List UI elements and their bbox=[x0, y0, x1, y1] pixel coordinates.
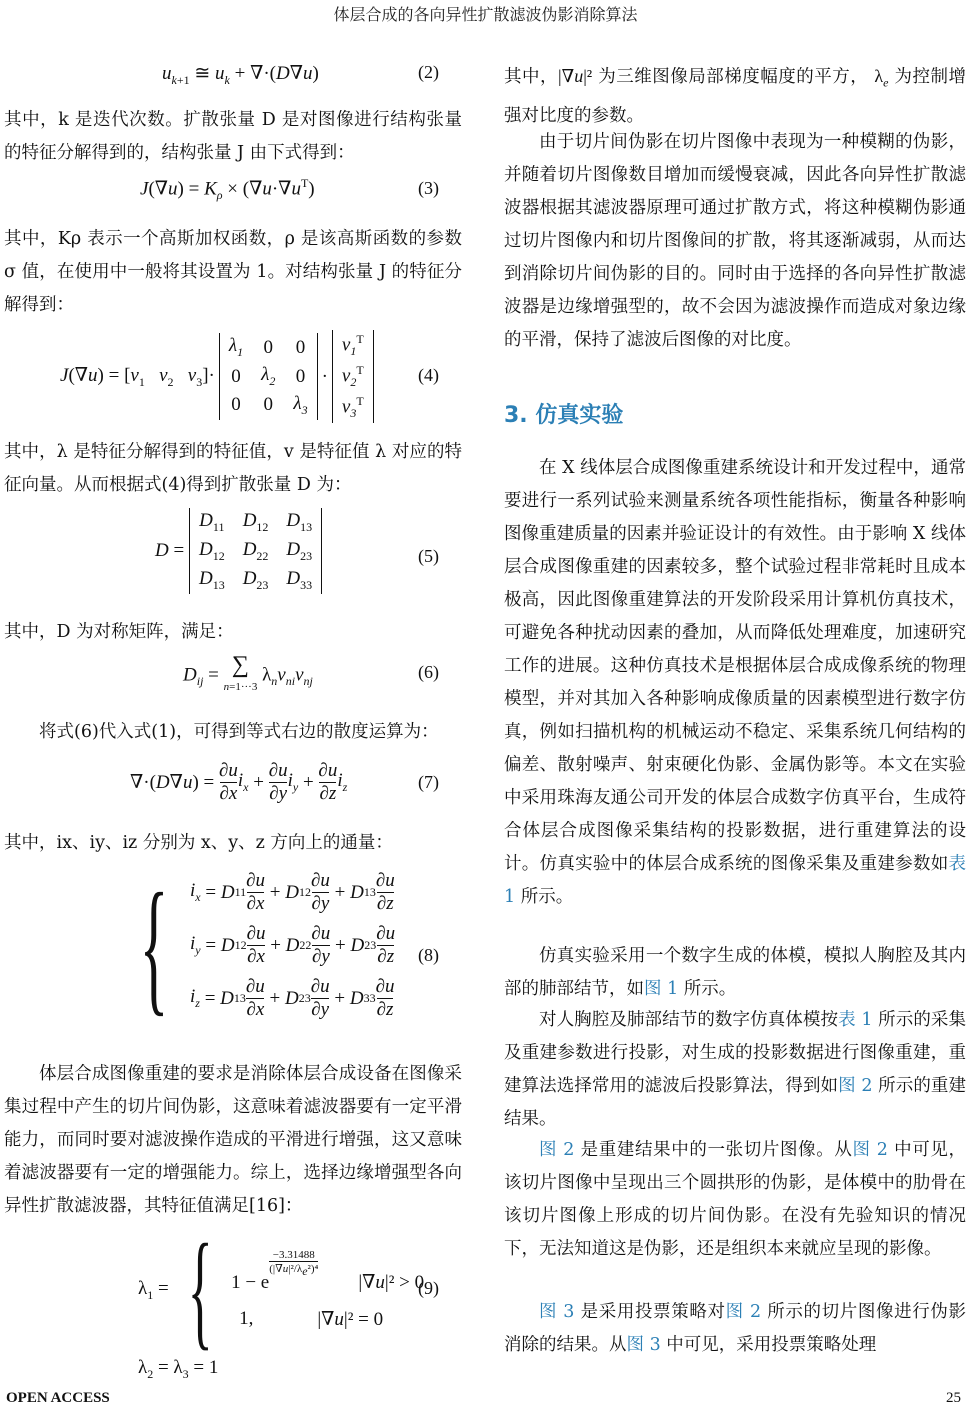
paragraph: 其中，λ 是特征分解得到的特征值，v 是特征值 λ 对应的特征向量。从而根据式(4)得到扩散张量 D 为： bbox=[4, 442, 462, 495]
paragraph: 其中，Kρ 表示一个高斯加权函数，ρ 是该高斯函数的参数 σ 值，在使用中一般将其设置为 1。对结构张量 J 的特征分解得到： bbox=[4, 229, 462, 315]
table-1-link[interactable]: 表 1 bbox=[838, 1010, 873, 1030]
equation-9: $\lambda_1$ = { 1 − e −3.31488 $(|\nabla u|^2/\lambda_e^2)^4$ |∇u|² > 0 1, |∇u|² = 0 $\lambda_2 = \lambda_3 = 1$ bbox=[138, 1218, 425, 1381]
equation-number: (6) bbox=[418, 662, 439, 682]
equation-7: ∇·(D∇u) = $\frac{\partial u}{\partial x}$ $i_x$ + ∂u ∂y $i_y$ + ∂u ∂z $i_z$ bbox=[130, 760, 348, 804]
equation-number: (8) bbox=[418, 945, 439, 965]
paragraph: 其中，ix、iy、iz 分别为 x、y、z 方向上的通量： bbox=[4, 833, 393, 853]
paragraph: 其中，|∇u|² 为三维图像局部梯度幅度的平方， $\lambda_e$ 为控制增强对比度的参数。 bbox=[504, 66, 967, 126]
figure-2-link[interactable]: 图 2 bbox=[725, 1302, 762, 1322]
figure-1-link[interactable]: 图 1 bbox=[644, 979, 679, 999]
section-title: 3. 仿真实验 bbox=[504, 403, 624, 428]
figure-3-link[interactable]: 图 3 bbox=[539, 1302, 575, 1322]
figure-2-link[interactable]: 图 2 bbox=[539, 1140, 575, 1160]
paragraph: 图 3 是采用投票策略对图 2 所示的切片图像进行伪影消除的结果。从图 3 中可见，采用投票策略处理 bbox=[504, 1302, 967, 1355]
paragraph: 由于切片间伪影在切片图像中表现为一种模糊的伪影，并随着切片图像数目增加而缓慢衰减，因此各向异性扩散滤波器根据其滤波器原理可通过扩散方式，将这种模糊伪影通过切片图像内和切片图像间的扩散，将其逐渐减弱，从而达到消除切片间伪影的目的。同时由于选择的各向异性扩散滤波器是边缘增强型的，故不会因为滤波操作而造成对象边缘的平滑，保持了滤波后图像的对比度。 bbox=[504, 132, 966, 350]
paragraph: 对人胸腔及肺部结节的数字仿真体模按表 1 所示的采集及重建参数进行投影，对生成的投影数据进行图像重建，重建算法选择常用的滤波后投影算法，得到如图 2 所示的重建结果。 bbox=[504, 1010, 967, 1129]
equation-6: $D_{ij}$ = ∑ n=1···3 $\lambda_nv_{ni}v_{nj}$ bbox=[183, 652, 313, 693]
equation-number: (7) bbox=[418, 772, 439, 792]
paragraph: 将式(6)代入式(1)，可得到等式右边的散度运算为： bbox=[39, 722, 439, 742]
equation-number: (2) bbox=[418, 62, 439, 82]
figure-2-link[interactable]: 图 2 bbox=[852, 1140, 888, 1160]
equation-number: (4) bbox=[418, 365, 439, 385]
equation-4: $J(\nabla u) = [v_1$ $v_2$ $v_3]\cdot$ $\lambda_1$ 0 0 0 $\lambda_2$ 0 0 0 $\lambda_3$ · $v_1^T$ $v_2^T$ $v_3^T$ bbox=[60, 330, 374, 423]
equation-3: $J(\nabla u) = K_\rho \times (\nabla u\cdot\nabla u^T)$ bbox=[140, 176, 315, 203]
eq9-one: 1, bbox=[239, 1307, 254, 1329]
open-access-label: OPEN ACCESS bbox=[6, 1390, 110, 1406]
equation-number: (9) bbox=[418, 1278, 439, 1298]
paragraph: 仿真实验采用一个数字生成的体模，模拟人胸腔及其内部的肺部结节，如图 1 所示。 bbox=[504, 946, 966, 999]
paragraph: 在 X 线体层合成图像重建系统设计和开发过程中，通常要进行一系列试验来测量系统各项性能指标，衡量各种影响图像重建质量的因素并验证设计的有效性。由于影响 X 线体层合成图像重建的因素较多，整个试验过程非常耗时且成本极高，因此图像重建算法的开发阶段采用计算机仿真技术，可避免各种扰动因素的叠加，从而降低处理难度，加速研究工作的进展。这种仿真技术是根据体层合成成像系统的物理模型，并对其加入各种影响成像质量的因素模型进行数字仿真，例如扫描机构的机械运动不稳定、采集系统几何结构的偏差、散射噪声、射束硬化伪影、金属伪影等。本文在实验中采用珠海友通公司开发的体层合成数字仿真平台，生成符合体层合成图像采集结构的投影数据，进行重建算法的设计。仿真实验中的体层合成系统的图像采集及重建参数如表 1 所示。 bbox=[504, 458, 966, 907]
figure-2-link[interactable]: 图 2 bbox=[838, 1076, 873, 1096]
equation-number: (5) bbox=[418, 546, 439, 566]
page-number: 25 bbox=[946, 1390, 961, 1406]
figure-3-link[interactable]: 图 3 bbox=[626, 1335, 661, 1355]
table-1-link[interactable]: 表 1 bbox=[504, 854, 966, 907]
equation-8: { $i_x$ = D 11 ∂u ∂x + D 12 ∂u ∂y + D 13 ∂u ∂z $i_y$ = D 12 ∂u ∂x + D 22 ∂u ∂y + D 23 ∂u ∂z $i_z$ = D 13 ∂u ∂x + D 23 ∂u ∂y + D 33 ∂u ∂z bbox=[139, 862, 396, 1029]
equation-2: $u_{k+1}$ ≅ $u_k + \nabla\cdot(D\nabla u)$ bbox=[162, 63, 319, 87]
equation-number: (3) bbox=[418, 178, 439, 198]
running-header: 体层合成的各向异性扩散滤波伪影消除算法 bbox=[333, 5, 638, 24]
paragraph: 体层合成图像重建的要求是消除体层合成设备在图像采集过程中产生的切片间伪影，这意味着滤波器要有一定平滑能力，而同时要对滤波操作造成的平滑进行增强，这又意味着滤波器要有一定的增强能力。综上，选择边缘增强型各向异性扩散滤波器，其特征值满足[16]： bbox=[4, 1064, 462, 1216]
paragraph: 其中，D 为对称矩阵，满足： bbox=[4, 622, 234, 642]
paragraph: 其中，k 是迭代次数。扩散张量 D 是对图像进行结构张量的特征分解得到的，结构张量 J 由下式得到： bbox=[4, 110, 462, 163]
equation-5: D = $D_{11}$ $D_{12}$ $D_{13}$ $D_{12}$ $D_{22}$ $D_{23}$ $D_{13}$ $D_{23}$ $D_{33}$ bbox=[155, 508, 322, 594]
eq9-constant: −3.31488 bbox=[272, 1249, 315, 1262]
paragraph: 图 2 是重建结果中的一张切片图像。从图 2 中可见，该切片图像中呈现出三个圆拱形的伪影，是体模中的肋骨在该切片图像上形成的切片间伪影。在没有先验知识的情况下，无法知道这是伪影，还是组织本来就应呈现的影像。 bbox=[504, 1140, 967, 1259]
